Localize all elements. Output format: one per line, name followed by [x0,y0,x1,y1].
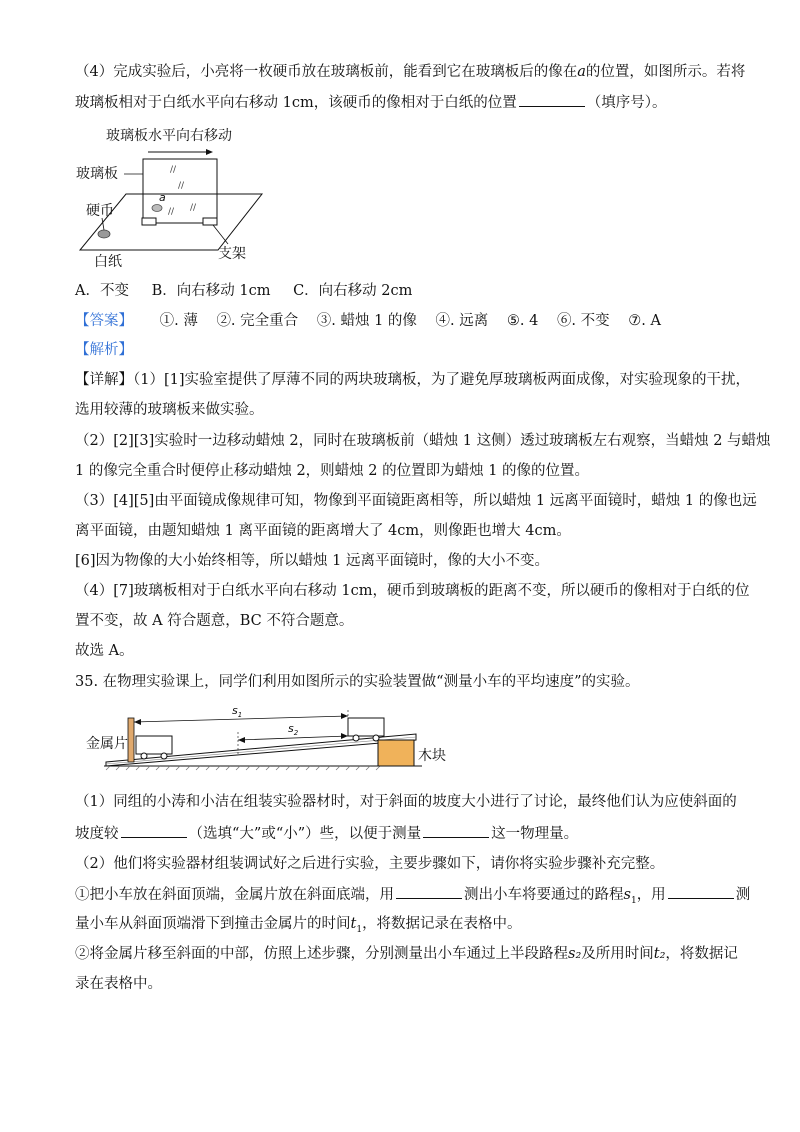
svg-text:s2: $s_2$ [288,722,299,737]
metal-strip [128,718,134,762]
coin [98,230,110,238]
stand-left [142,218,156,225]
answer-blank [396,884,462,899]
cart-bottom [136,736,172,754]
figure-incline [82,700,462,780]
answer-item: ⑤. 4 [506,313,539,329]
detail-p6-line-1: 故选 A。 [75,643,134,659]
q35-step2-line-1: ②将金属片移至斜面的中部，仿照上述步骤，分别测量出小车通过上半段路程s₂及所用时间t₂，将数据记 [75,946,738,962]
q35-step1-line-2: 量小车从斜面顶端滑下到撞击金属片的时间$t_1$，将数据记录在表格中。 [75,916,522,935]
detail-p5-line-2: 置不变，故 A 符合题意，BC 不符合题意。 [75,613,354,629]
answer-item: ①. 薄 [159,313,198,329]
option-a: A．不变 [75,283,129,299]
detail-p2-line-2: 1 的像完全重合时便停止移动蜡烛 2，则蜡烛 2 的位置即为蜡烛 1 的像的位置。 [75,463,590,479]
q4-line-2: 玻璃板相对于白纸水平向右移动 1cm，该硬币的像相对于白纸的位置 （填序号）。 [75,92,666,113]
answer-item: ④. 远离 [435,313,489,329]
cart-top [348,718,384,736]
fig1-glass-label: 玻璃板 [76,166,118,182]
q35-s1-line-2: 坡度较 （选填“大”或“小”）些，以便于测量 这一物理量。 [75,823,578,844]
option-c: C．向右移动 2cm [293,283,413,299]
q4-line-1: （4）完成实验后，小亮将一枚硬币放在玻璃板前，能看到它在玻璃板后的像在a的位置，如图所示。若将 [75,64,746,80]
svg-text:s1: $s_1$ [232,704,243,719]
detail-p1-line-2: 选用较薄的玻璃板来做实验。 [75,402,264,418]
fig1-coin-label: 硬币 [86,203,114,219]
fig2-metal-label: 金属片 [86,736,128,752]
svg-text://: // [190,203,197,213]
q35-stem: 35. 在物理实验课上，同学们利用如图所示的实验装置做“测量小车的平均速度”的实验。 [75,674,640,690]
fig1-arrow-label: 玻璃板水平向右移动 [106,128,232,144]
svg-text://: // [170,165,177,175]
svg-text://: // [168,207,175,217]
answer-tag: 【答案】 [75,313,133,329]
detail-p1-line-1: 【详解】（1）[1]实验室提供了厚薄不同的两块玻璃板，为了避免厚玻璃板两面成像，对实验现象的干扰， [75,372,751,388]
coin-image [152,205,162,212]
detail-p5-line-1: （4）[7]玻璃板相对于白纸水平向右移动 1cm，硬币到玻璃板的距离不变，所以硬币的像相对于白纸的位 [75,583,750,599]
fig1-paper-label: 白纸 [94,254,122,270]
stand-right [203,218,217,225]
answer-item: ⑦. A [628,313,661,329]
figure-glass-plate [70,122,280,272]
wooden-block [378,740,414,766]
answer-blank [519,92,585,107]
glass-plate [143,159,217,223]
answer-item: ③. 蜡烛 1 的像 [316,313,417,329]
options-row [75,281,430,301]
answer-blank [121,823,187,838]
fig1-stand-label: 支架 [218,246,246,262]
answer-item: ②. 完全重合 [216,313,299,329]
q35-step2-line-2: 录在表格中。 [75,976,162,992]
answer-row [75,311,675,331]
svg-text://: // [178,181,185,191]
analysis-tag: 【解析】 [75,342,133,358]
detail-p2-line-1: （2）[2][3]实验时一边移动蜡烛 2，同时在玻璃板前（蜡烛 1 这侧）透过玻璃板左右观察，当蜡烛 2 与蜡烛 [75,433,771,449]
detail-p3-line-1: （3）[4][5]由平面镜成像规律可知，物像到平面镜距离相等，所以蜡烛 1 远离平面镜时，蜡烛 1 的像也远 [75,493,757,509]
detail-p3-line-2: 离平面镜，由题知蜡烛 1 离平面镜的距离增大了 4cm，则像距也增大 4cm。 [75,523,571,539]
q35-s2-line-1: （2）他们将实验器材组装调试好之后进行实验，主要步骤如下，请你将实验步骤补充完整。 [75,856,665,872]
option-b: B．向右移动 1cm [151,283,271,299]
fig2-block-label: 木块 [418,748,446,764]
q35-step1-line-1: ①把小车放在斜面顶端，金属片放在斜面底端，用 测出小车将要通过的路程$s_1$，用 测 [75,884,750,911]
answer-item: ⑥. 不变 [556,313,610,329]
q35-s1-line-1: （1）同组的小涛和小洁在组装实验器材时，对于斜面的坡度大小进行了讨论，最终他们认为应使斜面的 [75,794,737,810]
answer-blank [423,823,489,838]
detail-p4-line-1: [6]因为物像的大小始终相等，所以蜡烛 1 远离平面镜时，像的大小不变。 [75,553,549,569]
svg-text:a: a [159,191,166,204]
answer-blank [668,884,734,899]
